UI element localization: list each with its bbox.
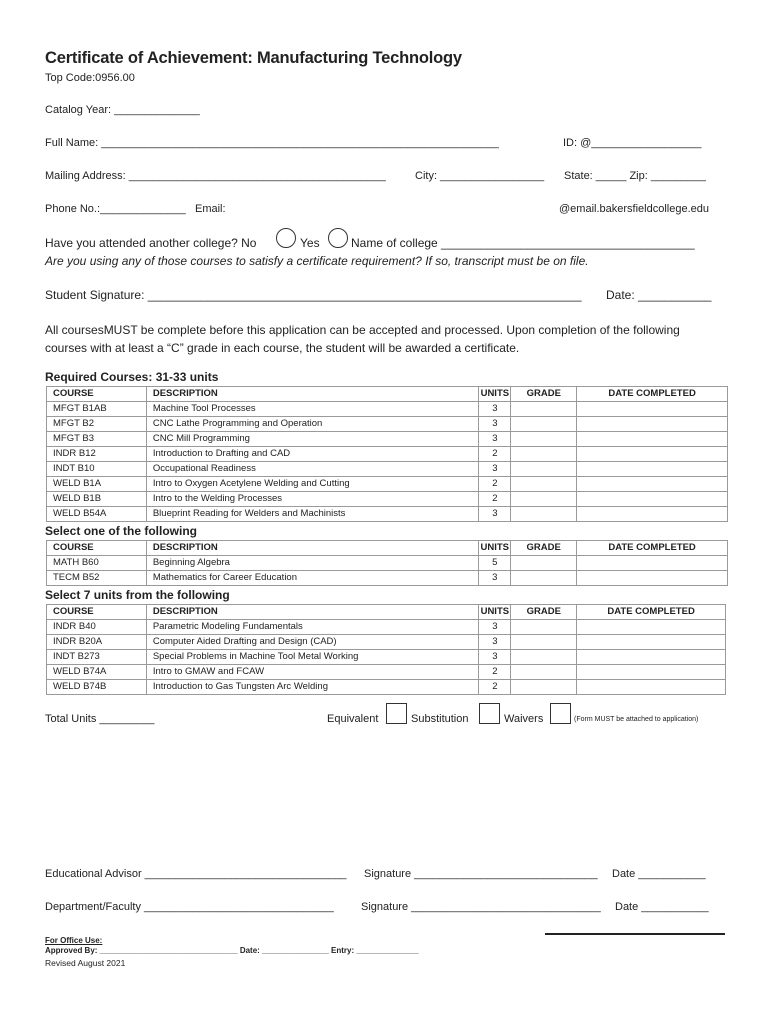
date-cell[interactable] <box>577 680 726 695</box>
date-cell[interactable] <box>577 665 726 680</box>
grade-cell[interactable] <box>511 417 577 432</box>
table-row <box>47 571 728 586</box>
course-description: CNC Lathe Programming and Operation <box>146 417 479 432</box>
col-date-completed: DATE COMPLETED <box>577 541 728 556</box>
date-cell[interactable] <box>577 462 728 477</box>
waiver-note: (Form MUST be attached to application) <box>574 716 699 723</box>
date-cell[interactable] <box>577 432 728 447</box>
course-units: 3 <box>479 620 511 635</box>
top-code: Top Code:0956.00 <box>45 72 135 84</box>
substitution-label: Substitution <box>411 713 469 725</box>
table-row <box>47 665 726 680</box>
equivalent-label: Equivalent <box>327 713 379 725</box>
grade-cell[interactable] <box>511 492 577 507</box>
course-code: INDT B10 <box>47 462 147 477</box>
yes-radio[interactable] <box>328 228 348 248</box>
grade-cell[interactable] <box>511 650 577 665</box>
substitution-checkbox[interactable] <box>479 703 500 724</box>
course-description: Parametric Modeling Fundamentals <box>146 620 479 635</box>
course-code: WELD B1B <box>47 492 147 507</box>
city-field[interactable]: City: _________________ <box>415 170 545 182</box>
revised-date: Revised August 2021 <box>45 958 126 968</box>
office-use-heading: For Office Use: <box>45 936 103 945</box>
course-units: 3 <box>479 650 511 665</box>
grade-cell[interactable] <box>511 447 577 462</box>
phone-field[interactable]: Phone No.:______________ <box>45 203 186 215</box>
waivers-label: Waivers <box>504 713 544 725</box>
advisor-field[interactable]: Educational Advisor _________________________________ <box>45 868 347 880</box>
course-units: 3 <box>479 462 511 477</box>
col-grade: GRADE <box>511 387 577 402</box>
col-course: COURSE <box>47 605 147 620</box>
table-row <box>47 635 726 650</box>
col-units: UNITS <box>479 605 511 620</box>
course-code: WELD B54A <box>47 507 147 522</box>
course-description: Beginning Algebra <box>146 556 478 571</box>
table-header-row <box>47 605 726 620</box>
page-title: Certificate of Achievement: Manufacturing Technology <box>45 49 462 67</box>
select-one-heading: Select one of the following <box>45 524 198 538</box>
course-units: 3 <box>479 507 511 522</box>
waivers-checkbox[interactable] <box>550 703 571 724</box>
course-code: MFGT B3 <box>47 432 147 447</box>
col-course: COURSE <box>47 541 147 556</box>
table-header-row <box>47 541 728 556</box>
grade-cell[interactable] <box>511 620 577 635</box>
grade-cell[interactable] <box>511 402 577 417</box>
grade-cell[interactable] <box>511 665 577 680</box>
total-units-field[interactable]: Total Units _________ <box>45 713 155 725</box>
table-row <box>47 432 728 447</box>
col-description: DESCRIPTION <box>146 387 479 402</box>
grade-cell[interactable] <box>511 680 577 695</box>
table-row <box>47 680 726 695</box>
course-description: Mathematics for Career Education <box>146 571 478 586</box>
table-row <box>47 650 726 665</box>
date-cell[interactable] <box>577 620 726 635</box>
course-code: TECM B52 <box>47 571 147 586</box>
col-date-completed: DATE COMPLETED <box>577 605 726 620</box>
course-code: WELD B74B <box>47 680 147 695</box>
yes-label: Yes <box>300 236 320 250</box>
grade-cell[interactable] <box>511 507 577 522</box>
course-description: Computer Aided Drafting and Design (CAD) <box>146 635 479 650</box>
table-row <box>47 417 728 432</box>
course-units: 3 <box>479 571 511 586</box>
required-table <box>46 386 728 522</box>
table-row <box>47 620 726 635</box>
table-row <box>47 462 728 477</box>
course-description: Blueprint Reading for Welders and Machinists <box>146 507 479 522</box>
date-cell[interactable] <box>577 417 728 432</box>
course-units: 5 <box>479 556 511 571</box>
college-name-field[interactable]: Name of college ______________________________________ <box>351 236 695 250</box>
table-row <box>47 507 728 522</box>
grade-cell[interactable] <box>511 556 577 571</box>
course-code: INDR B40 <box>47 620 147 635</box>
table-row <box>47 556 728 571</box>
course-units: 2 <box>479 665 511 680</box>
date-cell[interactable] <box>577 477 728 492</box>
date-cell[interactable] <box>577 492 728 507</box>
grade-cell[interactable] <box>511 462 577 477</box>
course-code: INDR B12 <box>47 447 147 462</box>
divider <box>545 933 725 935</box>
table-header-row <box>47 387 728 402</box>
id-field[interactable]: ID: @__________________ <box>563 137 702 149</box>
grade-cell[interactable] <box>511 635 577 650</box>
intro-line-2: courses with at least a “C” grade in each course, the student will be awarded a certificate. <box>45 341 520 355</box>
course-description: Machine Tool Processes <box>146 402 479 417</box>
department-date-field[interactable]: Date ___________ <box>615 901 709 913</box>
date-cell[interactable] <box>577 402 728 417</box>
date-cell[interactable] <box>577 507 728 522</box>
col-course: COURSE <box>47 387 147 402</box>
course-units: 2 <box>479 680 511 695</box>
col-date-completed: DATE COMPLETED <box>577 387 728 402</box>
col-units: UNITS <box>479 541 511 556</box>
col-units: UNITS <box>479 387 511 402</box>
date-cell[interactable] <box>577 571 728 586</box>
department-signature-field[interactable]: Signature _______________________________ <box>361 901 601 913</box>
course-code: MFGT B1AB <box>47 402 147 417</box>
date-cell[interactable] <box>577 556 728 571</box>
equivalent-checkbox[interactable] <box>386 703 407 724</box>
course-code: WELD B1A <box>47 477 147 492</box>
department-field[interactable]: Department/Faculty _______________________________ <box>45 901 334 913</box>
course-units: 2 <box>479 447 511 462</box>
table-row <box>47 402 728 417</box>
attended-question: Have you attended another college? No <box>45 236 257 250</box>
mailing-address-field[interactable]: Mailing Address: __________________________________________ <box>45 170 386 182</box>
course-description: Introduction to Gas Tungsten Arc Welding <box>146 680 479 695</box>
course-description: Intro to GMAW and FCAW <box>146 665 479 680</box>
course-code: MATH B60 <box>47 556 147 571</box>
advisor-date-field[interactable]: Date ___________ <box>612 868 706 880</box>
grade-cell[interactable] <box>511 477 577 492</box>
transcript-note: Are you using any of those courses to satisfy a certificate requirement? If so, transcript must be on file. <box>45 254 589 268</box>
full-name-field[interactable]: Full Name: _________________________________________________________________ <box>45 137 499 149</box>
course-description: Special Problems in Machine Tool Metal Working <box>146 650 479 665</box>
course-units: 2 <box>479 477 511 492</box>
course-code: WELD B74A <box>47 665 147 680</box>
table-row <box>47 447 728 462</box>
select-seven-heading: Select 7 units from the following <box>45 588 230 602</box>
office-approval-line: Approved By: _______________________________ Date: _______________ Entry: ______________ <box>45 946 419 955</box>
course-code: INDT B273 <box>47 650 147 665</box>
col-grade: GRADE <box>511 605 577 620</box>
required-heading: Required Courses: 31-33 units <box>45 370 219 384</box>
table-row <box>47 477 728 492</box>
course-units: 3 <box>479 432 511 447</box>
state-zip-field[interactable]: State: _____ Zip: _________ <box>564 170 706 182</box>
course-description: Occupational Readiness <box>146 462 479 477</box>
course-code: INDR B20A <box>47 635 147 650</box>
select-seven-table <box>46 604 726 695</box>
course-description: Introduction to Drafting and CAD <box>146 447 479 462</box>
no-radio[interactable] <box>276 228 296 248</box>
table-row <box>47 492 728 507</box>
col-grade: GRADE <box>511 541 577 556</box>
course-description: CNC Mill Programming <box>146 432 479 447</box>
intro-line-1: All coursesMUST be complete before this application can be accepted and processed. Upon completion of the following <box>45 323 680 337</box>
grade-cell[interactable] <box>511 571 577 586</box>
course-units: 3 <box>479 402 511 417</box>
course-code: MFGT B2 <box>47 417 147 432</box>
col-description: DESCRIPTION <box>146 605 479 620</box>
col-description: DESCRIPTION <box>146 541 478 556</box>
grade-cell[interactable] <box>511 432 577 447</box>
course-description: Intro to Oxygen Acetylene Welding and Cutting <box>146 477 479 492</box>
course-units: 3 <box>479 417 511 432</box>
date-cell[interactable] <box>577 650 726 665</box>
date-cell[interactable] <box>577 635 726 650</box>
catalog-year-field[interactable]: Catalog Year: ______________ <box>45 104 200 116</box>
course-description: Intro to the Welding Processes <box>146 492 479 507</box>
select-one-table <box>46 540 728 586</box>
course-units: 3 <box>479 635 511 650</box>
date-cell[interactable] <box>577 447 728 462</box>
signature-date-field[interactable]: Date: ___________ <box>606 288 712 302</box>
advisor-signature-field[interactable]: Signature ______________________________ <box>364 868 598 880</box>
email-domain: @email.bakersfieldcollege.edu <box>559 203 709 215</box>
email-field[interactable]: Email: <box>195 203 226 215</box>
student-signature-field[interactable]: Student Signature: _________________________________________________________________ <box>45 288 582 302</box>
course-units: 2 <box>479 492 511 507</box>
